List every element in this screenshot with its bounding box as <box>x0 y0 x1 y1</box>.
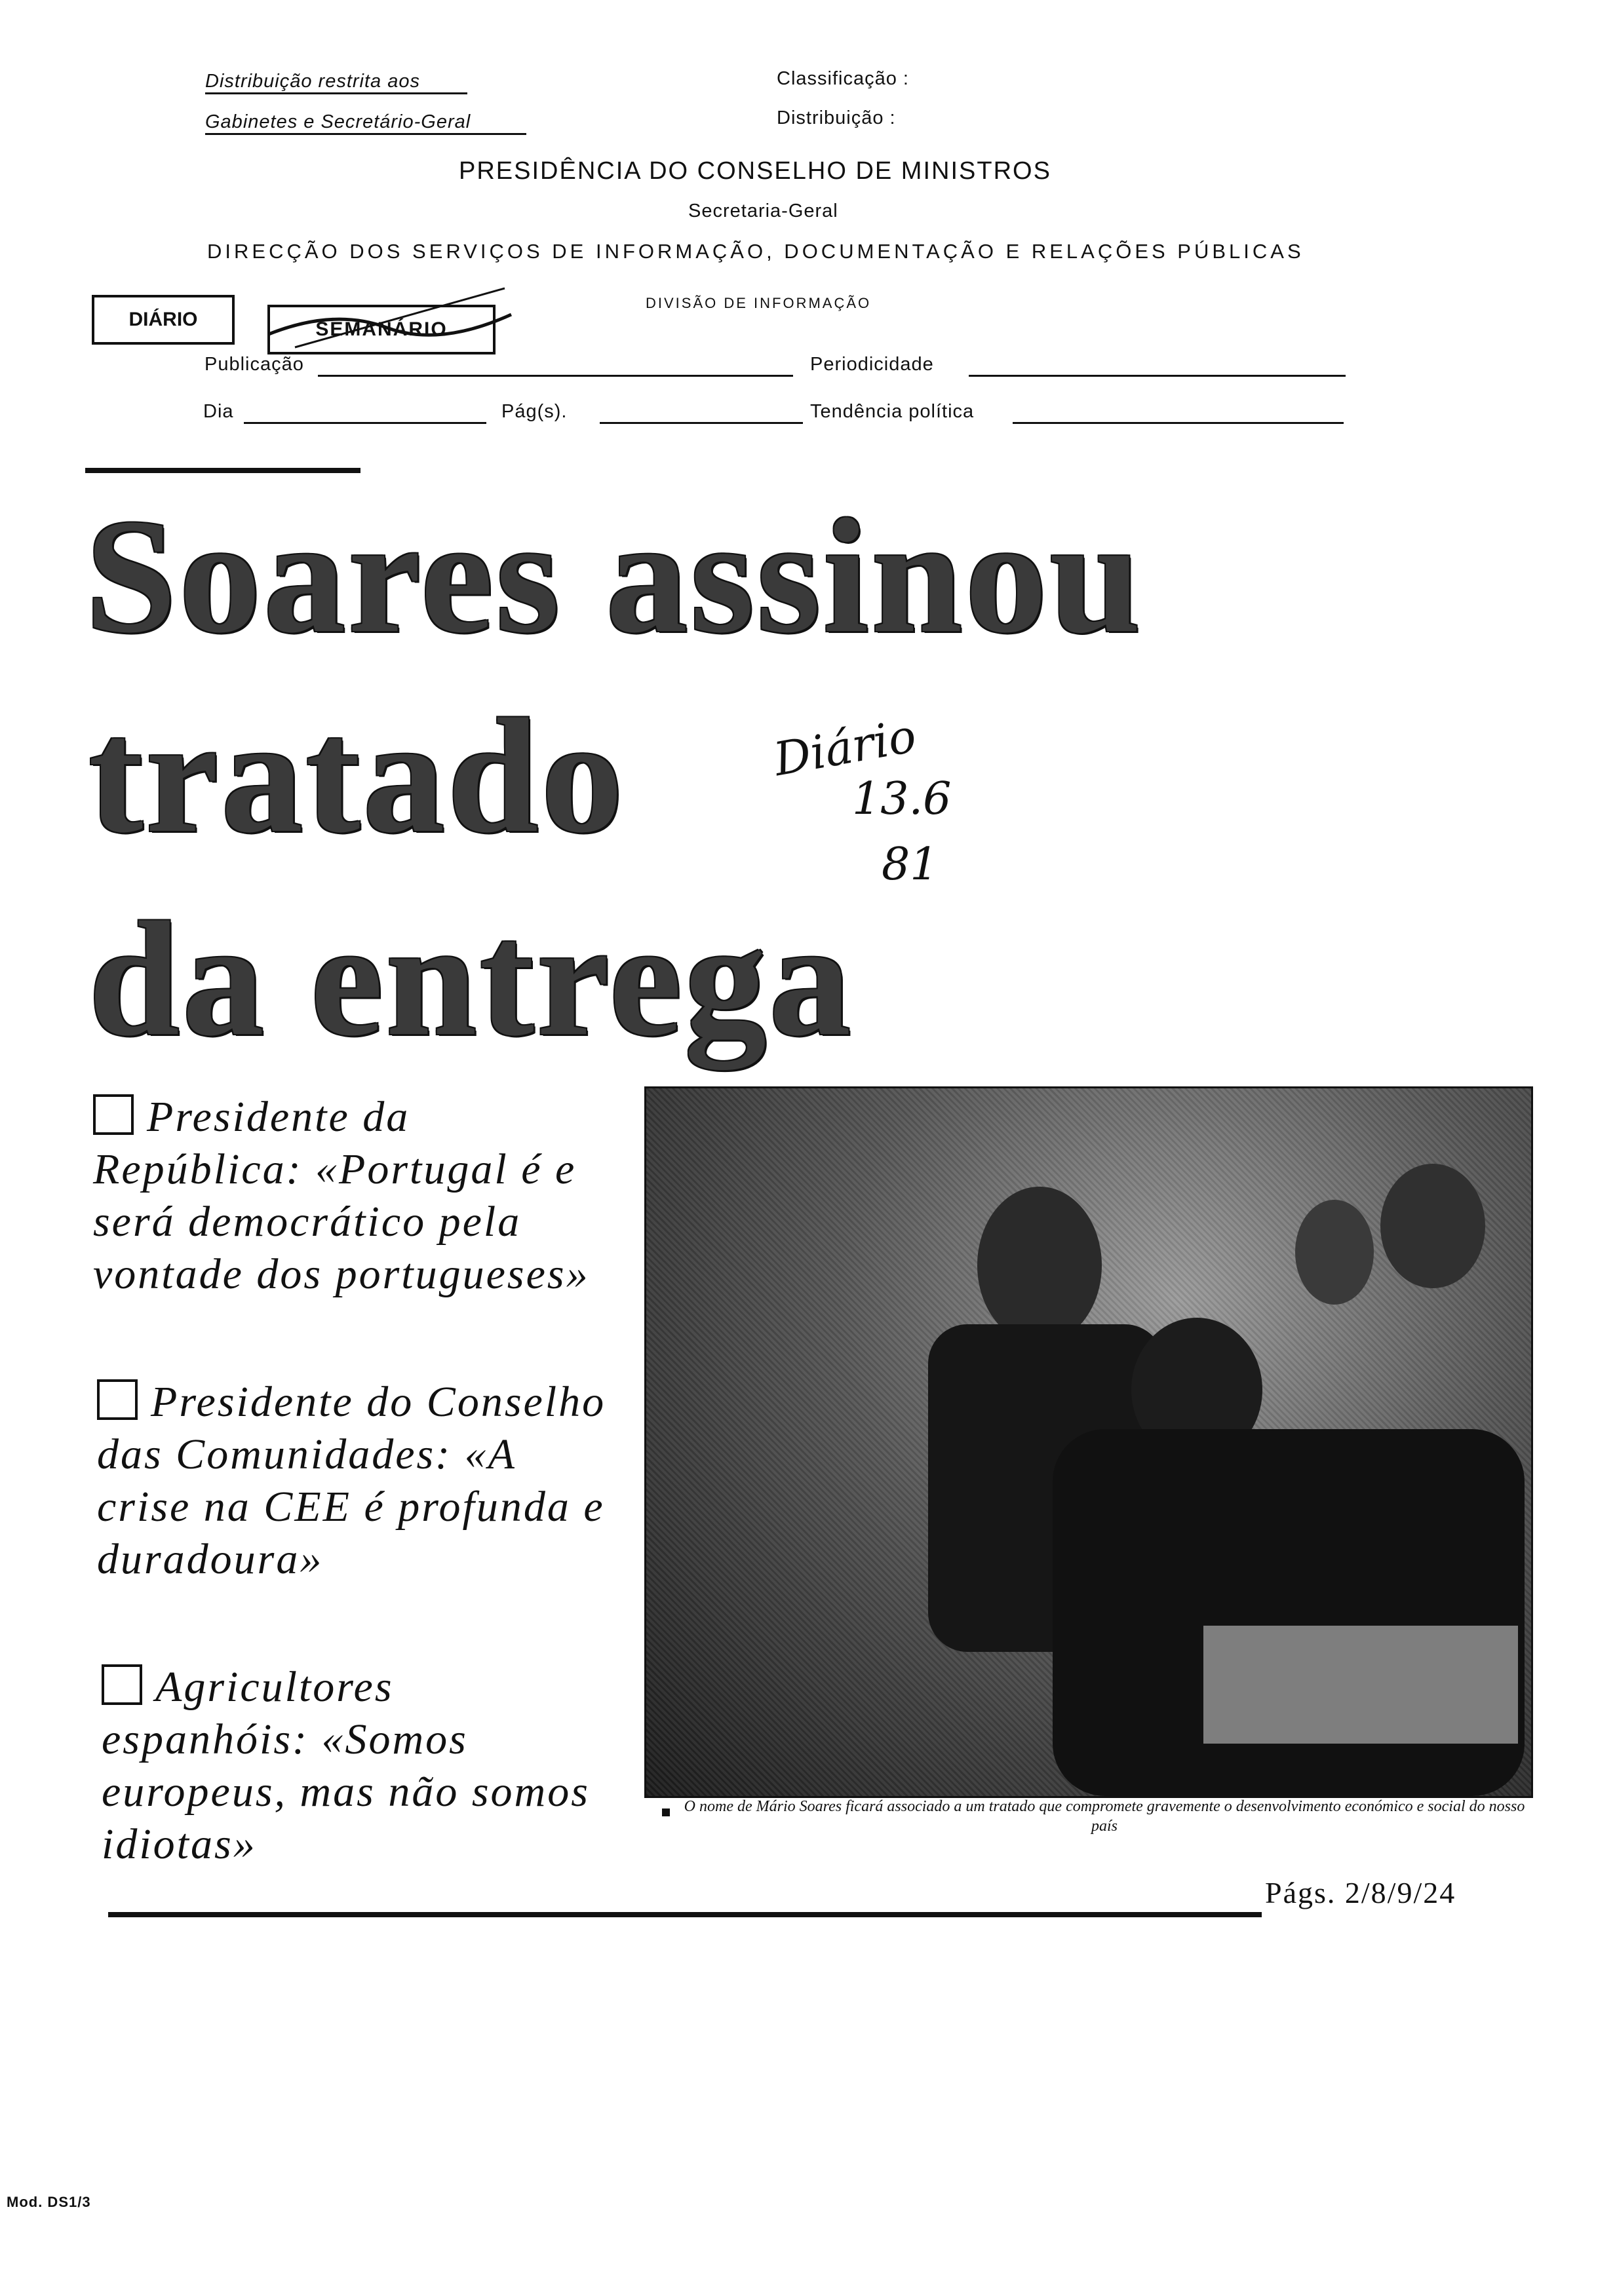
bullet-box-icon <box>97 1379 138 1420</box>
stamp-semanario: SEMANÁRIO <box>267 305 496 354</box>
photo-caption: O nome de Mário Soares ficará associado a um tratado que compromete gravemente o desenvolvimento económico e social do nosso país <box>684 1798 1525 1835</box>
divisao-title: DIVISÃO DE INFORMAÇÃO <box>646 295 872 311</box>
restricted-line-2: Gabinetes e Secretário-Geral <box>205 111 526 135</box>
publicacao-line <box>318 375 793 377</box>
periodicidade-label: Periodicidade <box>810 354 934 375</box>
headline-line-1: Soares assinou <box>85 486 1144 667</box>
periodicidade-line <box>969 375 1346 377</box>
dia-line <box>244 422 486 424</box>
bullet-box-icon <box>102 1664 142 1705</box>
secretaria-geral: Secretaria-Geral <box>688 201 838 221</box>
bullet-2 <box>97 1376 612 1586</box>
stamp-diario: DIÁRIO <box>92 295 235 345</box>
photo-silhouettes <box>646 1088 1531 1796</box>
bottom-rule <box>108 1912 1262 1917</box>
headline-line-2: tratado <box>88 685 626 867</box>
distribuicao-label: Distribuição : <box>777 107 896 128</box>
bullet-3-text: Agricultores espanhóis: «Somos europeus, mas não somos idiotas» <box>102 1663 590 1868</box>
handwritten-date: 13.6 <box>852 773 952 825</box>
top-rule <box>85 468 360 473</box>
direccao-title: DIRECÇÃO DOS SERVIÇOS DE INFORMAÇÃO, DOCUMENTAÇÃO E RELAÇÕES PÚBLICAS <box>207 240 1304 263</box>
handwritten-source: Diário <box>769 708 920 787</box>
bullet-box-icon <box>93 1094 134 1135</box>
ministry-title: PRESIDÊNCIA DO CONSELHO DE MINISTROS <box>459 157 1051 185</box>
news-photo <box>644 1086 1533 1798</box>
bullet-1-text: Presidente da República: «Portugal é e será democrático pela vontade dos portugueses» <box>93 1093 590 1298</box>
bullet-3 <box>102 1661 613 1871</box>
stamp-scribble <box>256 269 531 360</box>
publicacao-label: Publicação <box>204 354 304 375</box>
tendencia-line <box>1013 422 1344 424</box>
headline-line-3: da entrega <box>88 889 854 1070</box>
bullet-1 <box>93 1091 611 1301</box>
dia-label: Dia <box>203 401 234 422</box>
classificacao-label: Classificação : <box>777 68 909 89</box>
pags-label: Pág(s). <box>501 401 568 422</box>
caption-bullet-icon <box>662 1808 670 1816</box>
tendencia-label: Tendência política <box>810 401 975 422</box>
bullet-2-text: Presidente do Conselho das Comunidades: «A crise na CEE é profunda e duradoura» <box>97 1378 606 1583</box>
pags-line <box>600 422 803 424</box>
pages-reference: Págs. 2/8/9/24 <box>1265 1876 1456 1909</box>
handwritten-year: 81 <box>882 839 939 890</box>
form-model-footer: Mod. DS1/3 <box>7 2194 91 2210</box>
restricted-line-1: Distribuição restrita aos <box>205 71 467 94</box>
